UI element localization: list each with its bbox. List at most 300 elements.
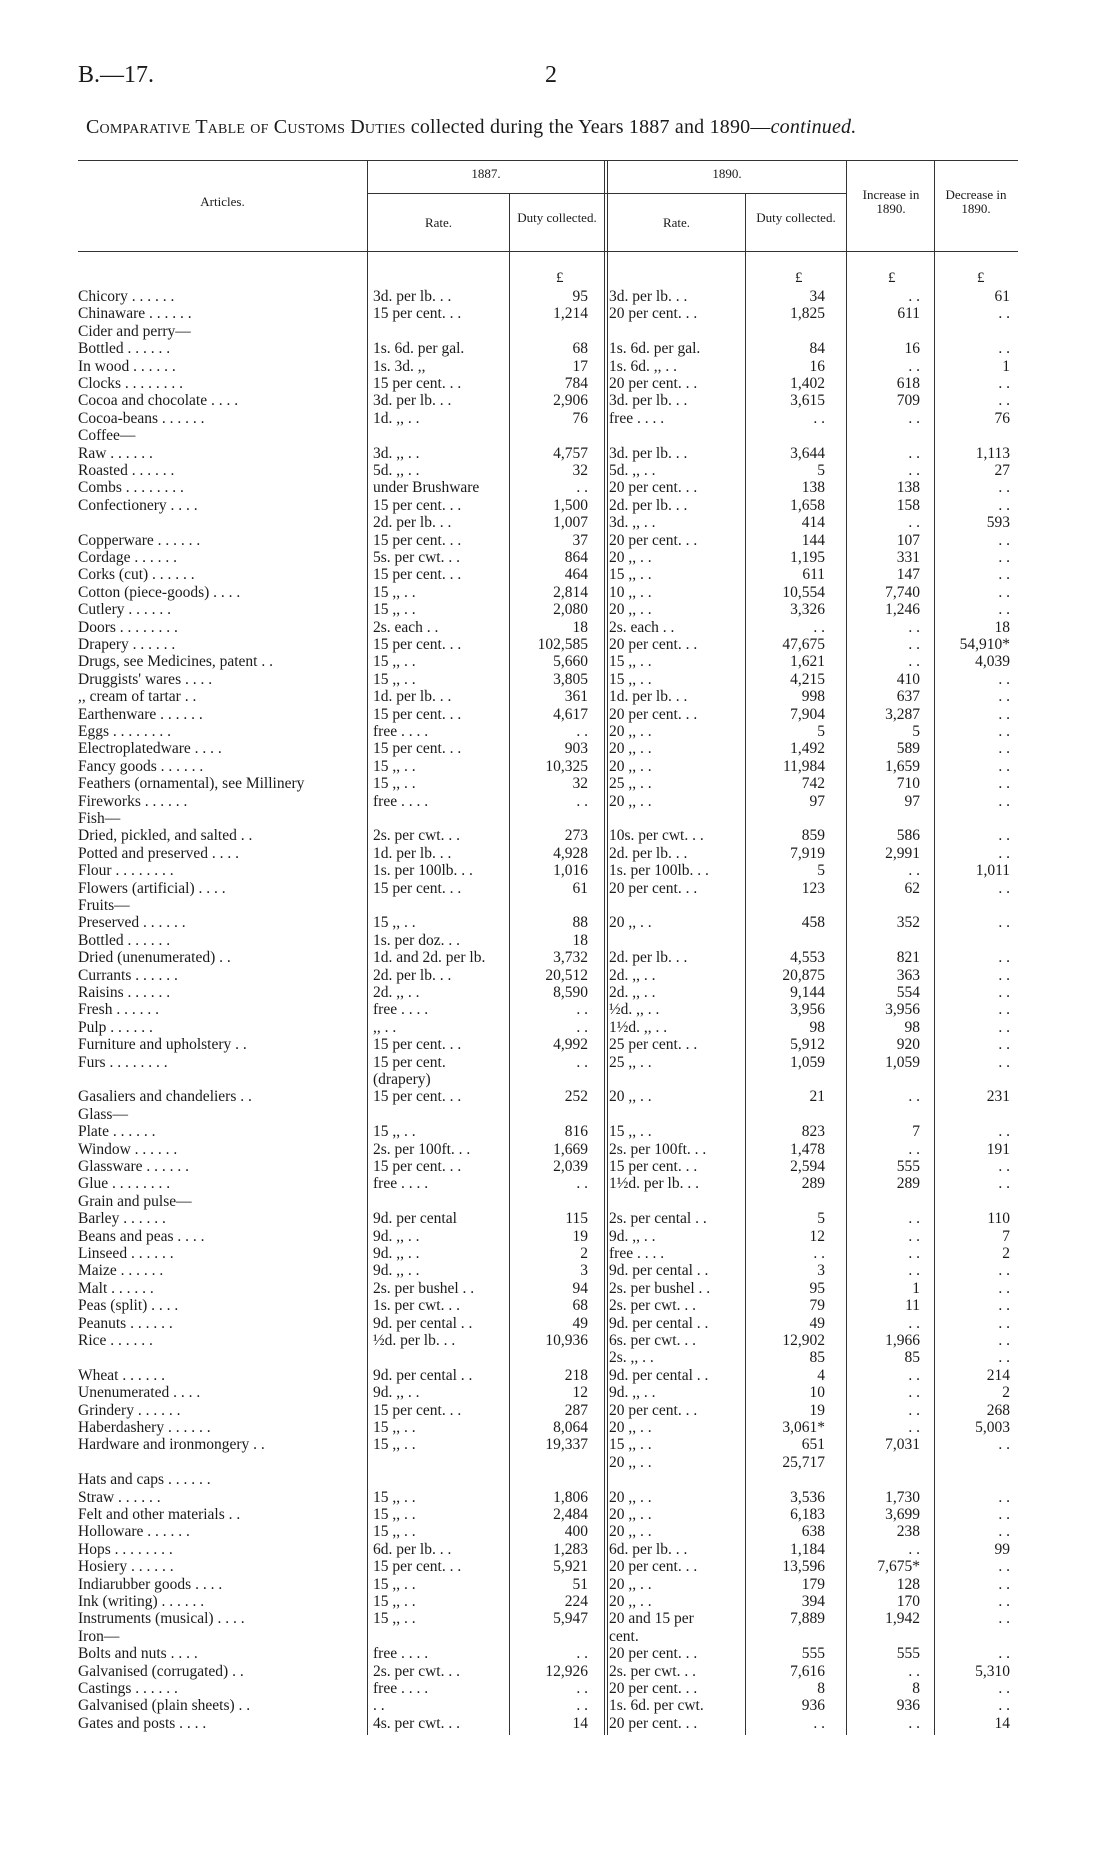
cell-article: Furs . . . . . . . . <box>78 1053 168 1071</box>
cell-article: Peas (split) . . . . <box>78 1297 179 1315</box>
cell-duty-1887: 218 <box>564 1366 588 1384</box>
cell-rate-1887: 5d. ,, . . <box>373 462 420 479</box>
cell-increase: . . <box>908 1088 920 1106</box>
cell-article: Electroplatedware . . . . <box>78 740 222 758</box>
cell-article: Cocoa-beans . . . . . . <box>78 409 205 427</box>
cell-rate-1890: 20 per cent. . . <box>609 705 698 723</box>
table-row <box>0 671 1114 688</box>
cell-duty-1887: 94 <box>572 1279 588 1297</box>
cell-duty-1887: 18 <box>572 931 588 949</box>
cell-duty-1890: 7,889 <box>790 1610 825 1628</box>
table-row <box>0 1436 1114 1453</box>
table-row <box>0 706 1114 723</box>
table-row <box>0 810 1114 827</box>
table-row <box>0 1245 1114 1262</box>
cell-decrease: . . <box>998 792 1010 810</box>
cell-rate-1887: 2s. each . . <box>373 618 439 636</box>
cell-increase: . . <box>908 1419 920 1436</box>
cell-article: Castings . . . . . . <box>78 1680 178 1697</box>
cell-increase: 7,675* <box>877 1558 920 1576</box>
cell-increase: . . <box>908 1401 920 1419</box>
cell-rate-1890: 1s. 6d. per cwt. <box>609 1697 704 1715</box>
cell-duty-1890: 3,956 <box>790 1001 825 1019</box>
cell-article: Galvanised (plain sheets) . . <box>78 1697 251 1715</box>
cell-rate-1890: 20 ,, . . <box>609 757 652 775</box>
table-row <box>0 462 1114 479</box>
cell-article: Cutlery . . . . . . <box>78 601 171 619</box>
table-row <box>0 1019 1114 1036</box>
cell-rate-1890: 2s. per cwt. . . <box>609 1297 696 1315</box>
cell-decrease: 231 <box>986 1088 1010 1106</box>
cell-duty-1890: 10,554 <box>782 583 825 601</box>
cell-duty-1890: 47,675 <box>782 636 825 653</box>
cell-rate-1887: free . . . . <box>373 792 429 810</box>
table-row <box>0 1402 1114 1419</box>
cell-increase: . . <box>908 1227 920 1245</box>
cell-article: Window . . . . . . <box>78 1140 178 1158</box>
cell-increase: 289 <box>896 1175 920 1193</box>
cell-rate-1887: 15 per cent. . . <box>373 1401 462 1419</box>
cell-article: Cocoa and chocolate . . . . <box>78 392 239 410</box>
cell-article: Fancy goods . . . . . . <box>78 757 204 775</box>
cell-duty-1890: 998 <box>801 688 825 706</box>
cell-duty-1890: 7,904 <box>790 705 825 723</box>
cell-duty-1890: 1,478 <box>790 1140 825 1158</box>
cell-article: Rice . . . . . . <box>78 1332 153 1349</box>
cell-rate-1887: (drapery) <box>373 1071 431 1088</box>
cell-rate-1887: 15 ,, . . <box>373 1506 416 1523</box>
cell-decrease: 14 <box>994 1714 1010 1732</box>
table-row <box>0 897 1114 914</box>
table-row <box>0 862 1114 879</box>
cell-rate-1887: 15 per cent. . . <box>373 740 462 758</box>
cell-duty-1890: 1,184 <box>790 1540 825 1558</box>
cell-increase: . . <box>908 462 920 479</box>
table-row <box>0 497 1114 514</box>
table-row <box>0 845 1114 862</box>
cell-duty-1887: 102,585 <box>537 636 588 653</box>
cell-rate-1887: 2s. per cwt. . . <box>373 827 460 845</box>
table-row <box>0 1036 1114 1053</box>
cell-rate-1887: 2d. ,, . . <box>373 984 420 1001</box>
cell-duty-1890: 742 <box>801 775 825 793</box>
table-row <box>0 636 1114 653</box>
cell-decrease: . . <box>998 1314 1010 1332</box>
document-code: B.—17. <box>78 62 155 88</box>
cell-increase: . . <box>908 1384 920 1402</box>
table-row <box>0 323 1114 340</box>
cell-rate-1890: 20 ,, . . <box>609 1506 652 1523</box>
table-row <box>0 1489 1114 1506</box>
cell-duty-1887: 17 <box>572 357 588 375</box>
table-row <box>0 1210 1114 1227</box>
cell-duty-1890: 3,061* <box>782 1419 825 1436</box>
col-header-articles: Articles. <box>200 194 245 209</box>
cell-duty-1890: 394 <box>801 1593 825 1610</box>
cell-increase: 554 <box>896 984 920 1001</box>
cell-duty-1890: 8 <box>817 1680 825 1697</box>
cell-rate-1890: 2s. per bushel . . <box>609 1279 711 1297</box>
cell-rate-1890: 2d. ,, . . <box>609 984 656 1001</box>
cell-article: Doors . . . . . . . . <box>78 618 178 636</box>
cell-decrease: 7 <box>1002 1227 1010 1245</box>
cell-duty-1887: . . <box>576 1680 588 1697</box>
table-row <box>0 653 1114 670</box>
cell-duty-1887: . . <box>576 479 588 497</box>
table-row <box>0 1193 1114 1210</box>
table-row <box>0 758 1114 775</box>
cell-duty-1890: 651 <box>801 1436 825 1454</box>
cell-rate-1890: 20 ,, . . <box>609 1419 652 1436</box>
cell-duty-1887: 88 <box>572 914 588 932</box>
cell-rate-1890: 2s. per 100ft. . . <box>609 1140 707 1158</box>
col-header-1890: 1890. <box>712 166 742 181</box>
cell-decrease: . . <box>998 1488 1010 1506</box>
cell-article: ,, cream of tartar . . <box>78 688 197 706</box>
cell-duty-1887: . . <box>576 1175 588 1193</box>
cell-rate-1890: 20 ,, . . <box>609 1523 652 1541</box>
cell-increase: . . <box>908 1366 920 1384</box>
cell-rate-1890: 20 and 15 per <box>609 1610 694 1628</box>
cell-rate-1890: 25 ,, . . <box>609 775 652 793</box>
cell-duty-1887: 5,947 <box>553 1610 588 1628</box>
cell-decrease: 191 <box>986 1140 1010 1158</box>
cell-duty-1887: 95 <box>572 288 588 305</box>
cell-rate-1887: 15 per cent. . . <box>373 1558 462 1576</box>
cell-decrease: . . <box>998 1558 1010 1576</box>
cell-duty-1887: 19,337 <box>545 1436 588 1454</box>
cell-rate-1887: 15 per cent. . . <box>373 636 462 653</box>
table-row <box>0 1715 1114 1732</box>
cell-increase: 555 <box>896 1645 920 1663</box>
cell-rate-1887: 15 per cent. . . <box>373 375 462 392</box>
cell-rate-1887: 9d. ,, . . <box>373 1384 420 1402</box>
cell-article: Iron— <box>78 1627 120 1645</box>
table-row <box>0 1367 1114 1384</box>
cell-increase: 11 <box>905 1297 920 1315</box>
cell-increase: 85 <box>904 1349 920 1367</box>
cell-article: Fresh . . . . . . <box>78 1001 159 1019</box>
cell-duty-1887: 464 <box>564 566 588 584</box>
cell-rate-1887: 1d. ,, . . <box>373 409 420 427</box>
table-row <box>0 775 1114 792</box>
cell-duty-1887: . . <box>576 1001 588 1019</box>
cell-rate-1887: 15 ,, . . <box>373 1123 416 1141</box>
cell-rate-1887: 1s. per 100lb. . . <box>373 862 473 880</box>
cell-rate-1890: 6d. per lb. . . <box>609 1540 688 1558</box>
cell-duty-1887: 5,921 <box>553 1558 588 1576</box>
cell-duty-1887: 5,660 <box>553 653 588 671</box>
cell-duty-1890: 34 <box>809 288 825 305</box>
cell-increase: 8 <box>912 1680 920 1697</box>
cell-rate-1887: 1d. and 2d. per lb. <box>373 949 486 967</box>
cell-rate-1890: 20 ,, . . <box>609 1453 652 1471</box>
table-row <box>0 1262 1114 1279</box>
table-row <box>0 479 1114 496</box>
cell-rate-1890: 1½d. ,, . . <box>609 1018 668 1036</box>
cell-decrease: . . <box>998 844 1010 862</box>
cell-duty-1890: 179 <box>801 1575 825 1593</box>
cell-rate-1887: 15 ,, . . <box>373 583 416 601</box>
cell-increase: . . <box>908 444 920 462</box>
cell-duty-1890: 458 <box>801 914 825 932</box>
cell-rate-1890: 20 ,, . . <box>609 601 652 619</box>
cell-duty-1890: 2,594 <box>790 1158 825 1175</box>
cell-article: Copperware . . . . . . <box>78 531 201 549</box>
cell-rate-1890: 20 ,, . . <box>609 1575 652 1593</box>
pound-sign-decrease: £ <box>977 270 985 286</box>
cell-duty-1890: 1,658 <box>790 496 825 514</box>
cell-rate-1887: free . . . . <box>373 1175 429 1193</box>
pound-sign-1887: £ <box>556 270 564 286</box>
cell-article: Pulp . . . . . . <box>78 1018 153 1036</box>
cell-rate-1890: 1½d. per lb. . . <box>609 1175 699 1193</box>
cell-increase: 637 <box>896 688 920 706</box>
table-row <box>0 288 1114 305</box>
cell-rate-1887: 15 ,, . . <box>373 670 416 688</box>
cell-rate-1887: 1s. per doz. . . <box>373 931 460 949</box>
table-caption <box>86 116 1026 139</box>
cell-article: Earthenware . . . . . . <box>78 705 203 723</box>
table-row <box>0 723 1114 740</box>
cell-duty-1890: 12,902 <box>782 1332 825 1349</box>
cell-rate-1887: . . <box>373 1697 385 1715</box>
cell-decrease: 1,113 <box>975 444 1010 462</box>
cell-increase: 1,942 <box>885 1610 920 1628</box>
table-row <box>0 514 1114 531</box>
cell-decrease: . . <box>998 1158 1010 1175</box>
cell-duty-1890: 19 <box>809 1401 825 1419</box>
cell-duty-1890: 638 <box>801 1523 825 1541</box>
cell-duty-1890: 12 <box>809 1227 825 1245</box>
cell-increase: . . <box>908 514 920 532</box>
cell-duty-1890: 10 <box>809 1384 825 1402</box>
cell-duty-1887: 3,805 <box>553 670 588 688</box>
cell-rate-1887: 9d. per cental <box>373 1210 457 1228</box>
cell-decrease: 76 <box>994 409 1010 427</box>
cell-decrease: . . <box>998 601 1010 619</box>
cell-rate-1887: 15 ,, . . <box>373 1436 416 1454</box>
cell-rate-1890: 20 ,, . . <box>609 1488 652 1506</box>
cell-rate-1887: 15 per cent. . . <box>373 1158 462 1175</box>
table-row <box>0 967 1114 984</box>
cell-rate-1887: 15 ,, . . <box>373 1610 416 1628</box>
cell-increase: . . <box>908 862 920 880</box>
cell-decrease: . . <box>998 1697 1010 1715</box>
cell-duty-1890: . . <box>813 618 825 636</box>
cell-rate-1890: 15 ,, . . <box>609 670 652 688</box>
table-row <box>0 932 1114 949</box>
table-row <box>0 1141 1114 1158</box>
cell-rate-1890: 15 ,, . . <box>609 1123 652 1141</box>
cell-rate-1887: 15 per cent. . . <box>373 496 462 514</box>
table-row <box>0 1610 1114 1627</box>
cell-duty-1887: 18 <box>572 618 588 636</box>
cell-increase: 3,699 <box>885 1506 920 1523</box>
cell-decrease: 99 <box>994 1540 1010 1558</box>
table-row <box>0 1523 1114 1540</box>
cell-rate-1890: 2s. ,, . . <box>609 1349 654 1367</box>
col-header-decrease: Decrease in 1890. <box>945 187 1007 216</box>
cell-rate-1890: 3d. per lb. . . <box>609 444 688 462</box>
cell-duty-1887: 3,732 <box>553 949 588 967</box>
cell-decrease: 5,003 <box>975 1419 1010 1436</box>
cell-increase: 618 <box>896 375 920 392</box>
table-row <box>0 566 1114 583</box>
cell-duty-1890: 555 <box>801 1645 825 1663</box>
cell-rate-1890: 20 per cent. . . <box>609 531 698 549</box>
cell-rate-1887: ,, . . <box>373 1018 397 1036</box>
cell-duty-1887: 252 <box>564 1088 588 1106</box>
cell-rate-1890: 2s. per cwt. . . <box>609 1662 696 1680</box>
cell-rate-1890: 2s. each . . <box>609 618 675 636</box>
cell-increase: 7 <box>912 1123 920 1141</box>
cell-increase: . . <box>908 409 920 427</box>
cell-decrease: . . <box>998 305 1010 323</box>
table-row <box>0 1315 1114 1332</box>
cell-duty-1890: 85 <box>809 1349 825 1367</box>
cell-duty-1887: 1,007 <box>553 514 588 532</box>
cell-decrease: . . <box>998 827 1010 845</box>
cell-rate-1890: 20 ,, . . <box>609 1088 652 1106</box>
cell-decrease: . . <box>998 1332 1010 1349</box>
cell-rate-1890: 3d. per lb. . . <box>609 288 688 305</box>
cell-article: Gates and posts . . . . <box>78 1714 207 1732</box>
table-row <box>0 305 1114 322</box>
cell-article: Ink (writing) . . . . . . <box>78 1593 205 1610</box>
table-row <box>0 740 1114 757</box>
cell-duty-1887: 1,283 <box>553 1540 588 1558</box>
table-row <box>0 427 1114 444</box>
cell-duty-1887: 2,039 <box>553 1158 588 1175</box>
cell-article: Malt . . . . . . <box>78 1279 154 1297</box>
cell-rate-1890: 20 per cent. . . <box>609 305 698 323</box>
cell-article: Glass— <box>78 1105 128 1123</box>
cell-duty-1890: 3,615 <box>790 392 825 410</box>
cell-duty-1890: 3,326 <box>790 601 825 619</box>
cell-rate-1887: 9d. ,, . . <box>373 1245 420 1262</box>
cell-article: Plate . . . . . . <box>78 1123 156 1141</box>
cell-rate-1890: 20 per cent. . . <box>609 1645 698 1663</box>
cell-article: Eggs . . . . . . . . <box>78 723 171 740</box>
cell-increase: 1,059 <box>885 1053 920 1071</box>
cell-duty-1887: 49 <box>572 1314 588 1332</box>
cell-increase: 920 <box>896 1036 920 1054</box>
cell-rate-1887: 15 ,, . . <box>373 1575 416 1593</box>
cell-decrease: . . <box>998 1053 1010 1071</box>
cell-increase: 158 <box>896 496 920 514</box>
cell-rate-1890: 1s. 6d. ,, . . <box>609 357 678 375</box>
cell-increase: 410 <box>896 670 920 688</box>
table-row <box>0 1088 1114 1105</box>
cell-duty-1887: 1,806 <box>553 1488 588 1506</box>
cell-rate-1887: 4s. per cwt. . . <box>373 1714 460 1732</box>
cell-rate-1887: 2d. per lb. . . <box>373 514 452 532</box>
cell-rate-1890: 20 ,, . . <box>609 723 652 740</box>
cell-rate-1887: 1s. per cwt. . . <box>373 1297 460 1315</box>
cell-duty-1890: 3,644 <box>790 444 825 462</box>
cell-duty-1890: 414 <box>801 514 825 532</box>
cell-duty-1887: 10,325 <box>545 757 588 775</box>
table-row <box>0 532 1114 549</box>
cell-rate-1887: ½d. per lb. . . <box>373 1332 456 1349</box>
table-row <box>0 584 1114 601</box>
cell-article: Fruits— <box>78 897 130 914</box>
cell-duty-1887: . . <box>576 1053 588 1071</box>
cell-duty-1887: 1,016 <box>553 862 588 880</box>
cell-increase: 3,956 <box>885 1001 920 1019</box>
cell-duty-1890: 7,616 <box>790 1662 825 1680</box>
cell-rate-1890: 1s. per 100lb. . . <box>609 862 709 880</box>
cell-duty-1887: 4,928 <box>553 844 588 862</box>
cell-rate-1890: 1s. 6d. per gal. <box>609 340 701 358</box>
cell-rate-1887: 1d. per lb. . . <box>373 844 452 862</box>
cell-decrease: . . <box>998 1175 1010 1193</box>
cell-rate-1887: 9d. ,, . . <box>373 1227 420 1245</box>
cell-article: Cider and perry— <box>78 322 191 340</box>
table-row <box>0 619 1114 636</box>
table-row <box>0 1697 1114 1714</box>
cell-article: Hops . . . . . . . . <box>78 1540 173 1558</box>
cell-duty-1890: . . <box>813 1245 825 1262</box>
cell-increase: 7,740 <box>885 583 920 601</box>
table-row <box>0 601 1114 618</box>
table-row <box>0 1680 1114 1697</box>
cell-article: Linseed . . . . . . <box>78 1245 174 1262</box>
cell-increase: 2,991 <box>885 844 920 862</box>
cell-decrease: 2 <box>1002 1245 1010 1262</box>
cell-duty-1890: . . <box>813 1714 825 1732</box>
cell-duty-1890: 5 <box>817 1210 825 1228</box>
cell-decrease: . . <box>998 740 1010 758</box>
cell-decrease: 2 <box>1002 1384 1010 1402</box>
cell-duty-1887: . . <box>576 1645 588 1663</box>
cell-decrease: 54,910* <box>959 636 1010 653</box>
cell-duty-1890: 21 <box>809 1088 825 1106</box>
cell-rate-1890: 2d. per lb. . . <box>609 844 688 862</box>
cell-article: Raisins . . . . . . <box>78 984 171 1001</box>
cell-duty-1887: 10,936 <box>545 1332 588 1349</box>
cell-article: Confectionery . . . . <box>78 496 198 514</box>
cell-duty-1890: 20,875 <box>782 966 825 984</box>
col-header-duty-1890: Duty collected. <box>756 210 836 225</box>
cell-article: Grindery . . . . . . <box>78 1401 181 1419</box>
cell-rate-1887: free . . . . <box>373 1001 429 1019</box>
cell-article: Straw . . . . . . <box>78 1488 161 1506</box>
cell-rate-1887: 15 ,, . . <box>373 601 416 619</box>
cell-decrease: . . <box>998 1001 1010 1019</box>
cell-decrease: . . <box>998 949 1010 967</box>
cell-decrease: . . <box>998 1297 1010 1315</box>
cell-article: Barley . . . . . . <box>78 1210 166 1228</box>
cell-rate-1887: free . . . . <box>373 1680 429 1697</box>
cell-article: Bottled . . . . . . <box>78 931 171 949</box>
cell-rate-1887: 9d. per cental . . <box>373 1366 473 1384</box>
cell-duty-1890: 859 <box>801 827 825 845</box>
cell-rate-1887: 9d. ,, . . <box>373 1262 420 1280</box>
cell-duty-1887: 68 <box>572 340 588 358</box>
table-row <box>0 1228 1114 1245</box>
cell-duty-1890: 1,059 <box>790 1053 825 1071</box>
cell-rate-1887: 1s. 3d. ,, <box>373 357 426 375</box>
cell-decrease: . . <box>998 549 1010 566</box>
cell-decrease: . . <box>998 531 1010 549</box>
cell-increase: 936 <box>896 1697 920 1715</box>
cell-duty-1890: 1,402 <box>790 375 825 392</box>
cell-duty-1887: 51 <box>572 1575 588 1593</box>
cell-increase: . . <box>908 636 920 653</box>
cell-rate-1890: 9d. per cental . . <box>609 1366 709 1384</box>
